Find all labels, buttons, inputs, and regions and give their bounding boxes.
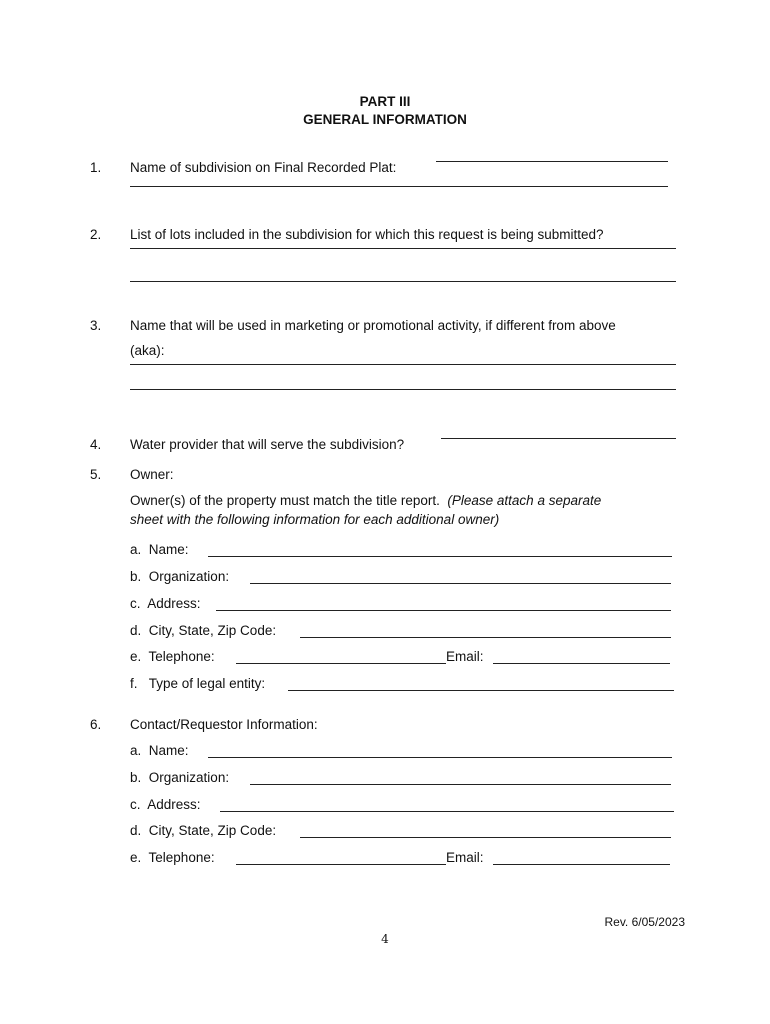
contact-city-state-zip-label: d. City, State, Zip Code: [130,823,277,838]
item-1-answer-line-1[interactable] [436,161,668,162]
owner-telephone-field[interactable] [236,663,446,664]
contact-address-field[interactable] [220,811,674,812]
item-3-answer-line-2[interactable] [130,389,676,390]
item-5-number: 5. [90,467,102,482]
owner-address-field[interactable] [216,610,671,611]
item-3-question-aka: (aka): [130,343,165,358]
contact-organization-label: b. Organization: [130,770,230,785]
owner-note-italic-1: (Please attach a separate [447,493,602,508]
contact-city-state-zip-field[interactable] [300,837,671,838]
item-4-number: 4. [90,437,102,452]
item-5-question: Owner: [130,467,174,482]
contact-address-label: c. Address: [130,797,201,812]
owner-name-label: a. Name: [130,542,189,557]
item-6-number: 6. [90,717,102,732]
owner-organization-label: b. Organization: [130,569,230,584]
revision-date: Rev. 6/05/2023 [604,915,685,929]
owner-note [130,493,601,509]
item-1-answer-line-2[interactable] [130,186,668,187]
item-2-answer-line-1[interactable] [130,248,676,249]
page-number: 4 [381,932,389,946]
contact-telephone-label: e. Telephone: [130,850,215,865]
contact-name-label: a. Name: [130,743,189,758]
section-title: GENERAL INFORMATION [303,112,467,127]
contact-telephone-field[interactable] [236,864,446,865]
owner-telephone-label: e. Telephone: [130,649,215,664]
part-heading: PART III [359,94,411,109]
owner-note-italic-2: sheet with the following information for each additional owner) [130,512,500,527]
owner-legal-entity-field[interactable] [288,690,674,691]
owner-legal-entity-label: f. Type of legal entity: [130,676,266,691]
item-6-question: Contact/Requestor Information: [130,717,318,732]
owner-name-field[interactable] [208,556,672,557]
item-3-number: 3. [90,318,102,333]
item-1-question: Name of subdivision on Final Recorded Plat: [130,160,397,175]
item-2-question: List of lots included in the subdivision for which this request is being submitted? [130,227,604,242]
item-2-number: 2. [90,227,102,242]
item-3-question: Name that will be used in marketing or promotional activity, if different from above [130,318,616,333]
contact-email-label: Email: [446,850,484,865]
owner-city-state-zip-label: d. City, State, Zip Code: [130,623,277,638]
owner-organization-field[interactable] [250,583,671,584]
item-2-answer-line-2[interactable] [130,281,676,282]
contact-email-field[interactable] [493,864,670,865]
item-4-answer-line[interactable] [441,438,676,439]
owner-note-text: Owner(s) of the property must match the title report. [130,493,440,508]
contact-organization-field[interactable] [250,784,671,785]
item-3-answer-line-1[interactable] [130,364,676,365]
item-1-number: 1. [90,160,102,175]
owner-city-state-zip-field[interactable] [300,637,671,638]
item-4-question: Water provider that will serve the subdivision? [130,437,405,452]
contact-name-field[interactable] [208,757,672,758]
owner-email-label: Email: [446,649,484,664]
owner-email-field[interactable] [493,663,670,664]
owner-address-label: c. Address: [130,596,201,611]
